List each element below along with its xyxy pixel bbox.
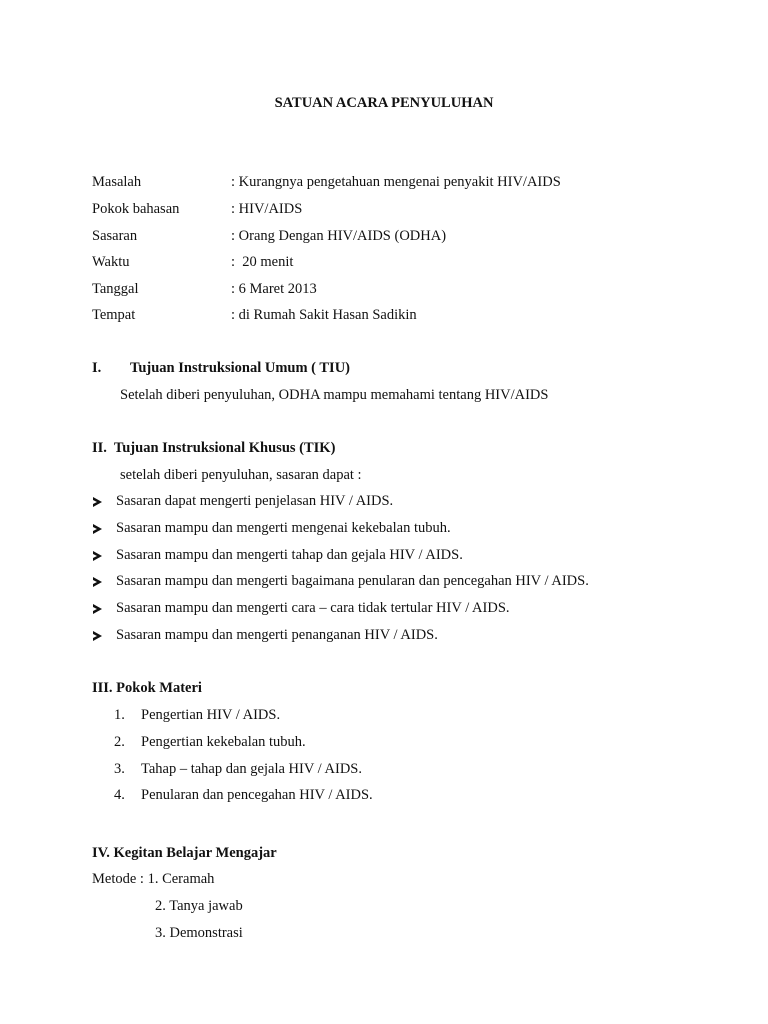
- tik-bullet-item: Sasaran mampu dan mengerti tahap dan gejala HIV / AIDS.: [116, 547, 463, 563]
- info-value-tempat: : di Rumah Sakit Hasan Sadikin: [231, 307, 417, 323]
- info-label-masalah: Masalah: [92, 174, 142, 190]
- tik-bullet-item: Sasaran mampu dan mengerti mengenai kekebalan tubuh.: [116, 520, 451, 536]
- info-value-sasaran: : Orang Dengan HIV/AIDS (ODHA): [231, 228, 447, 244]
- arrow-bullet-icon: [93, 551, 102, 561]
- list-number: 1.: [114, 707, 125, 723]
- tik-bullet-item: Sasaran mampu dan mengerti cara – cara tidak tertular HIV / AIDS.: [116, 600, 510, 616]
- section-2-heading: II. Tujuan Instruksional Khusus (TIK): [92, 440, 336, 456]
- info-label-pokok-bahasan: Pokok bahasan: [92, 201, 180, 217]
- arrow-bullet-icon: [93, 631, 102, 641]
- section-2-intro: setelah diberi penyuluhan, sasaran dapat :: [120, 467, 362, 483]
- tik-bullet-item: Sasaran mampu dan mengerti penanganan HIV / AIDS.: [116, 627, 438, 643]
- section-1-number: I.: [92, 360, 102, 376]
- tik-bullet-item: Sasaran mampu dan mengerti bagaimana penularan dan pencegahan HIV / AIDS.: [116, 573, 589, 589]
- arrow-bullet-icon: [93, 524, 102, 534]
- section-3-heading: III. Pokok Materi: [92, 680, 202, 696]
- list-number: 2.: [114, 734, 125, 750]
- info-label-sasaran: Sasaran: [92, 228, 138, 244]
- metode-line: Metode : 1. Ceramah: [92, 871, 215, 887]
- info-value-waktu: : 20 menit: [231, 254, 294, 270]
- section-4-heading: IV. Kegitan Belajar Mengajar: [92, 845, 277, 861]
- arrow-bullet-icon: [93, 577, 102, 587]
- arrow-bullet-icon: [93, 497, 102, 507]
- list-number: 4.: [114, 787, 125, 803]
- tik-bullet-item: Sasaran dapat mengerti penjelasan HIV / AIDS.: [116, 493, 394, 509]
- section-1-text: Setelah diberi penyuluhan, ODHA mampu memahami tentang HIV/AIDS: [120, 387, 549, 403]
- info-label-tanggal: Tanggal: [92, 281, 139, 297]
- list-number: 3.: [114, 761, 125, 777]
- metode-item: 3. Demonstrasi: [155, 925, 243, 941]
- metode-item: 2. Tanya jawab: [155, 898, 243, 914]
- list-item: Pengertian kekebalan tubuh.: [141, 734, 306, 750]
- info-value-pokok-bahasan: : HIV/AIDS: [231, 201, 303, 217]
- info-value-tanggal: : 6 Maret 2013: [231, 281, 317, 297]
- list-item: Pengertian HIV / AIDS.: [141, 707, 281, 723]
- info-label-tempat: Tempat: [92, 307, 136, 323]
- section-1-heading: Tujuan Instruksional Umum ( TIU): [130, 360, 350, 376]
- info-value-masalah: : Kurangnya pengetahuan mengenai penyakit HIV/AIDS: [231, 174, 561, 190]
- info-label-waktu: Waktu: [92, 254, 130, 270]
- list-item: Tahap – tahap dan gejala HIV / AIDS.: [141, 761, 362, 777]
- arrow-bullet-icon: [93, 604, 102, 614]
- list-item: Penularan dan pencegahan HIV / AIDS.: [141, 787, 373, 803]
- page-title: SATUAN ACARA PENYULUHAN: [274, 95, 494, 111]
